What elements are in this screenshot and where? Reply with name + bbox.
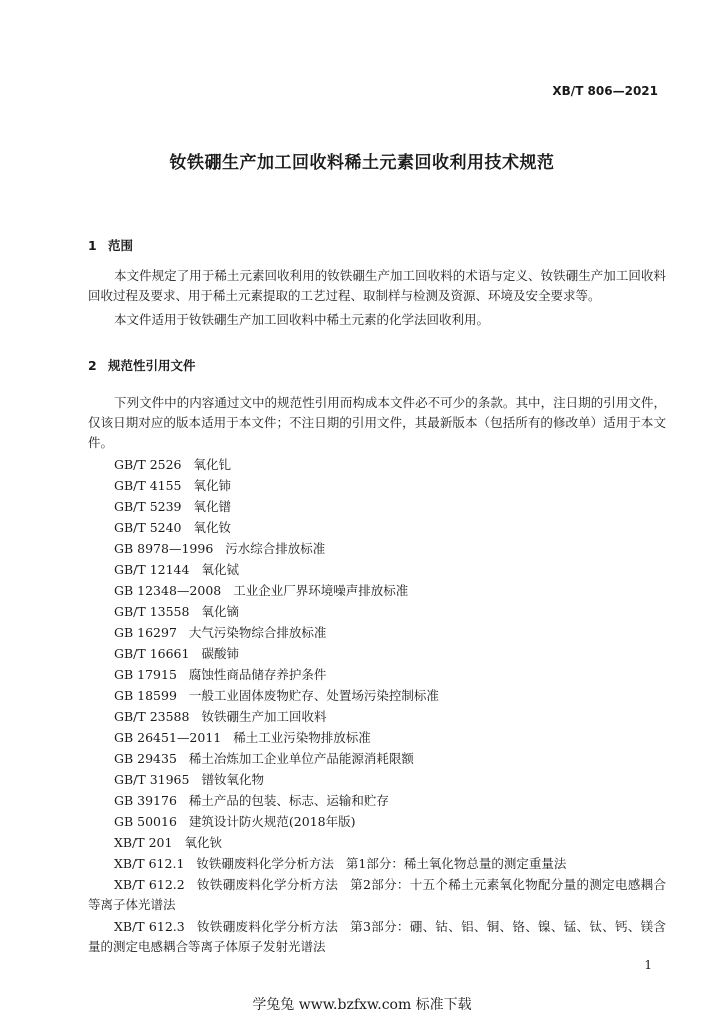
reference-code: GB/T 4155 <box>114 478 182 493</box>
reference-title: 氧化铽 <box>201 562 239 577</box>
section-title: 规范性引用文件 <box>108 358 196 373</box>
reference-code: GB/T 31965 <box>114 772 190 787</box>
reference-code: GB/T 12144 <box>114 562 190 577</box>
reference-title: 稀土冶炼加工企业单位产品能源消耗限额 <box>188 751 414 766</box>
reference-title: 稀土工业污染物排放标准 <box>233 730 371 745</box>
reference-code: GB 12348—2008 <box>114 583 222 598</box>
footer-watermark: 学兔兔 www.bzfxw.com 标准下载 <box>252 997 472 1013</box>
reference-item <box>114 644 239 664</box>
reference-part: 第3部分：硼、钴、铝、铜、铬、镍、锰、钛、钙、镁含量的测定电感耦合等离子体原子发射光谱法 <box>88 919 666 954</box>
page-number: 1 <box>644 958 652 972</box>
scope-paragraph-1: 本文件规定了用于稀土元素回收利用的钕铁硼生产加工回收料的术语与定义、钕铁硼生产加工回收料回收过程及要求、用于稀土元素提取的工艺过程、取制样与检测及资源、环境及安全要求等。 <box>88 268 666 303</box>
reference-code: GB 50016 <box>114 814 177 829</box>
reference-item <box>114 728 371 748</box>
reference-item <box>114 581 408 601</box>
section-title: 范围 <box>108 238 134 253</box>
reference-code: GB/T 13558 <box>114 604 190 619</box>
reference-item <box>114 707 326 727</box>
reference-code: GB 39176 <box>114 793 177 808</box>
reference-title: 氧化镝 <box>201 604 239 619</box>
reference-code: XB/T 201 <box>114 835 173 850</box>
reference-title: 钕铁硼废料化学分析方法 <box>196 919 339 934</box>
reference-code: GB 17915 <box>114 667 177 682</box>
reference-title: 污水综合排放标准 <box>225 541 326 556</box>
section-number: 1 <box>88 238 97 253</box>
reference-title: 稀土产品的包装、标志、运输和贮存 <box>188 793 389 808</box>
reference-code: GB 29435 <box>114 751 177 766</box>
reference-title: 钕铁硼废料化学分析方法 <box>196 877 339 892</box>
reference-title: 建筑设计防火规范(2018年版) <box>188 814 356 829</box>
section-number: 2 <box>88 358 97 373</box>
reference-item <box>114 623 326 643</box>
reference-title: 氧化钬 <box>184 835 222 850</box>
reference-item <box>114 476 231 496</box>
reference-part: 第2部分：十五个稀土元素氧化物配分量的测定电感耦合等离子体光谱法 <box>88 877 666 912</box>
reference-item <box>114 791 389 811</box>
reference-code: GB/T 2526 <box>114 457 182 472</box>
reference-item <box>114 539 325 559</box>
reference-title: 氧化钆 <box>193 457 232 472</box>
reference-code: GB 26451—2011 <box>114 730 222 745</box>
reference-code: GB 18599 <box>114 688 177 703</box>
reference-item <box>88 875 666 915</box>
reference-code: GB/T 5239 <box>114 499 182 514</box>
document-title: 钕铁硼生产加工回收料稀土元素回收利用技术规范 <box>169 153 555 173</box>
scope-paragraph-2: 本文件适用于钕铁硼生产加工回收料中稀土元素的化学法回收利用。 <box>114 312 490 327</box>
reference-item <box>114 833 222 853</box>
reference-part: 第1部分：稀土氧化物总量的测定重量法 <box>345 856 567 871</box>
reference-item <box>114 602 239 622</box>
reference-item <box>114 686 439 706</box>
reference-item <box>114 560 239 580</box>
reference-item <box>114 518 231 538</box>
reference-item <box>114 749 414 769</box>
reference-title: 氧化镨 <box>193 499 232 514</box>
reference-code: GB 8978—1996 <box>114 541 214 556</box>
reference-code: XB/T 612.2 <box>114 877 185 892</box>
section-1-heading <box>88 236 133 254</box>
reference-title: 碳酸铈 <box>201 646 239 661</box>
reference-title: 氧化铈 <box>193 478 232 493</box>
reference-title: 氧化钕 <box>193 520 232 535</box>
reference-item <box>114 812 356 832</box>
reference-code: GB/T 23588 <box>114 709 190 724</box>
reference-title: 钕铁硼生产加工回收料 <box>201 709 327 724</box>
reference-item <box>88 854 666 874</box>
reference-code: GB/T 16661 <box>114 646 190 661</box>
reference-title: 一般工业固体废物贮存、处置场污染控制标准 <box>188 688 439 703</box>
reference-code: XB/T 612.3 <box>114 919 185 934</box>
reference-item <box>114 497 231 517</box>
reference-item <box>114 665 326 685</box>
reference-title: 镨钕氧化物 <box>201 772 264 787</box>
reference-title: 腐蚀性商品储存养护条件 <box>188 667 327 682</box>
reference-item <box>114 770 264 790</box>
reference-item <box>88 917 666 957</box>
reference-item <box>114 455 231 475</box>
reference-title: 大气污染物综合排放标准 <box>188 625 327 640</box>
section-2-heading <box>88 356 196 374</box>
reference-code: GB 16297 <box>114 625 177 640</box>
reference-title: 工业企业厂界环境噪声排放标准 <box>233 583 409 598</box>
references-intro: 下列文件中的内容通过文中的规范性引用而构成本文件必不可少的条款。其中，注日期的引用文件，仅该日期对应的版本适用于本文件；不注日期的引用文件，其最新版本（包括所有的修改单）适用于本文件。 <box>88 395 666 450</box>
reference-title: 钕铁硼废料化学分析方法 <box>196 856 334 871</box>
reference-code: GB/T 5240 <box>114 520 182 535</box>
document-number: XB/T 806—2021 <box>552 84 658 98</box>
reference-code: XB/T 612.1 <box>114 856 185 871</box>
